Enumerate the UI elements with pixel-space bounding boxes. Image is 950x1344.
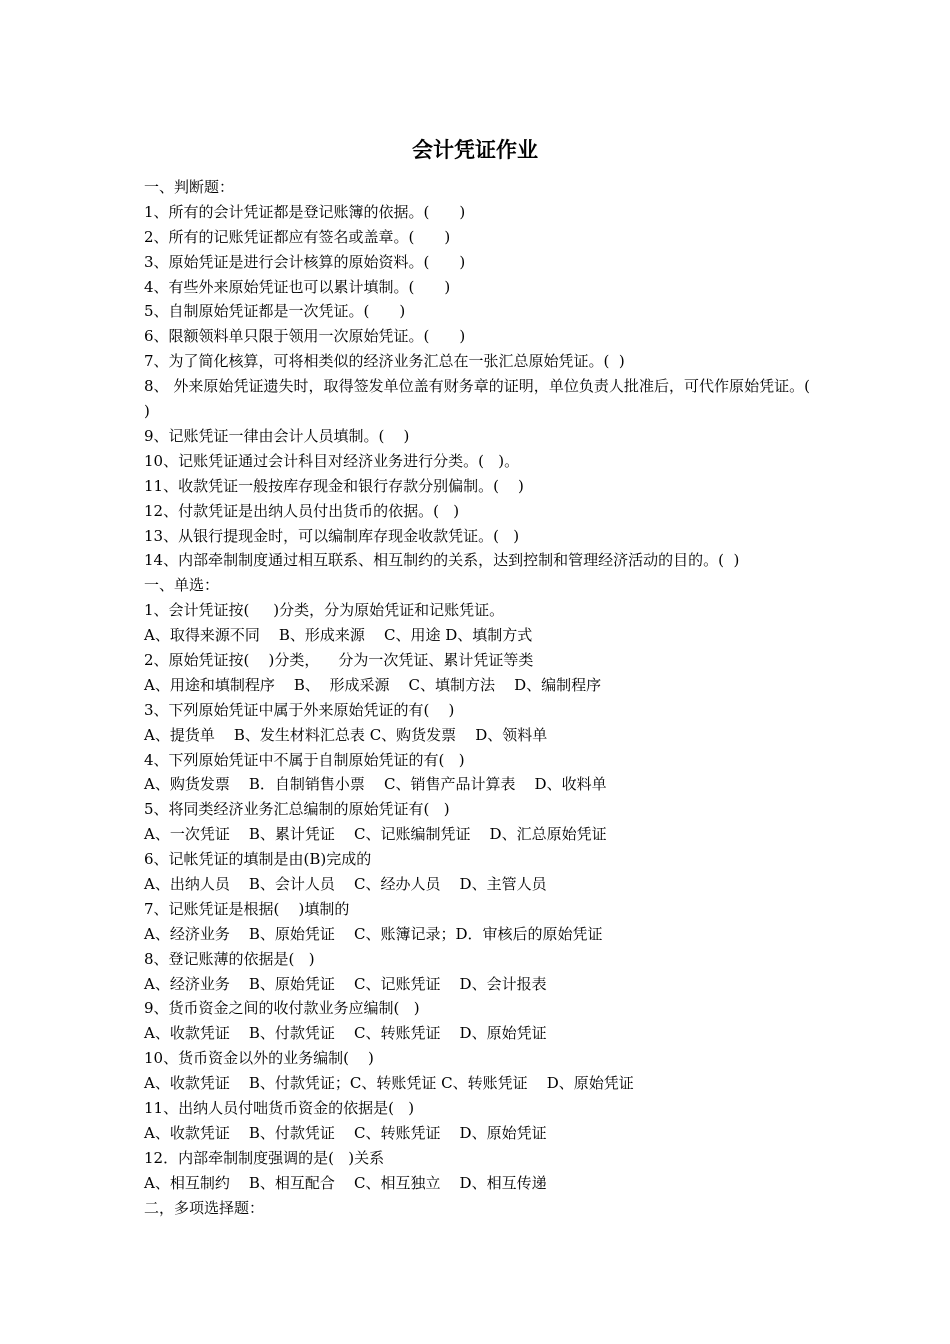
question-line: 7、为了简化核算，可将相类似的经济业务汇总在一张汇总原始凭证。( ) — [144, 352, 625, 371]
options-line: A、购货发票 B．自制销售小票 C、销售产品计算表 D、收料单 — [144, 775, 607, 794]
question-line: 11、收款凭证一般按库存现金和银行存款分别偏制。( ) — [144, 476, 524, 495]
question-line: 14、内部牵制制度通过相互联系、相互制约的关系，达到控制和管理经济活动的目的。( ) — [144, 551, 740, 570]
options-line: A、提货单 B、发生材料汇总表 C、购货发票 D、领料单 — [144, 725, 548, 744]
question-line: 8、登记账薄的依据是( ) — [144, 949, 315, 968]
question-line: 3、原始凭证是进行会计核算的原始资料。( ) — [144, 252, 466, 271]
options-line: A、经济业务 B、原始凭证 C、账簿记录；D．审核后的原始凭证 — [144, 924, 603, 943]
question-line: 4、有些外来原始凭证也可以累计填制。( ) — [144, 277, 451, 296]
document-title: 会计凭证作业 — [412, 138, 538, 162]
section-heading: 一、判断题： — [144, 178, 235, 196]
options-line: A、收款凭证 B、付款凭证；C、转账凭证 C、转账凭证 D、原始凭证 — [144, 1074, 634, 1093]
options-line: A、收款凭证 B、付款凭证 C、转账凭证 D、原始凭证 — [144, 1024, 547, 1043]
question-line: 2、原始凭证按( )分类， 分为一次凭证、累计凭证等类 — [144, 650, 534, 669]
question-line: 3、下列原始凭证中属于外来原始凭证的有( ) — [144, 700, 455, 719]
options-line: A、经济业务 B、原始凭证 C、记账凭证 D、会计报表 — [144, 974, 547, 993]
section-heading: 二，多项选择题： — [144, 1198, 265, 1217]
options-line: A、收款凭证 B、付款凭证 C、转账凭证 D、原始凭证 — [144, 1123, 547, 1142]
question-line: 5、将同类经济业务汇总编制的原始凭证有( ) — [144, 800, 450, 819]
question-line: 2、所有的记账凭证都应有签名或盖章。( ) — [144, 227, 451, 246]
options-line: A、出纳人员 B、会计人员 C、经办人员 D、主管人员 — [144, 874, 547, 893]
question-line: 12．内部牵制制度强调的是( )关系 — [144, 1148, 385, 1167]
options-line: A、取得来源不同 B、形成来源 C、用途 D、填制方式 — [144, 626, 533, 645]
question-line: 9、货币资金之间的收付款业务应编制( ) — [144, 999, 420, 1018]
question-line: 1、会计凭证按( )分类，分为原始凭证和记账凭证。 — [144, 601, 505, 620]
question-line: 13、从银行提现金时，可以编制库存现金收款凭证。( ) — [144, 526, 520, 545]
question-line: 8、 外来原始凭证遗失时，取得签发单位盖有财务章的证明，单位负责人批准后，可代作原始凭证。( ) — [144, 377, 810, 421]
question-line: 10、货币资金以外的业务编制( ) — [144, 1049, 374, 1068]
options-line: A、用途和填制程序 B、 形成采源 C、填制方法 D、编制程序 — [144, 675, 602, 694]
question-line: 4、下列原始凭证中不属于自制原始凭证的有( ) — [144, 750, 465, 769]
options-line: A、一次凭证 B、累计凭证 C、记账编制凭证 D、汇总原始凭证 — [144, 825, 607, 844]
question-line: 10、记账凭证通过会计科目对经济业务进行分类。( )。 — [144, 451, 520, 470]
options-line: A、相互制约 B、相互配合 C、相互独立 D、相互传递 — [144, 1173, 547, 1192]
question-line: 5、自制原始凭证都是一次凭证。( ) — [144, 302, 406, 321]
question-line: 9、记账凭证一律由会计人员填制。( ) — [144, 426, 410, 445]
document-body — [144, 175, 810, 1220]
question-line: 6、记帐凭证的填制是由(B)完成的 — [144, 850, 372, 869]
question-line: 7、记账凭证是根据( )填制的 — [144, 899, 350, 918]
question-line: 6、限额领料单只限于领用一次原始凭证。( ) — [144, 327, 466, 346]
section-heading: 一、单选： — [144, 576, 220, 595]
question-line: 1、所有的会计凭证都是登记账簿的依据。( ) — [144, 202, 466, 221]
question-line: 12、付款凭证是出纳人员付出货币的依据。( ) — [144, 501, 460, 520]
question-line: 11、出纳人员付咄货币资金的依据是( ) — [144, 1098, 415, 1117]
